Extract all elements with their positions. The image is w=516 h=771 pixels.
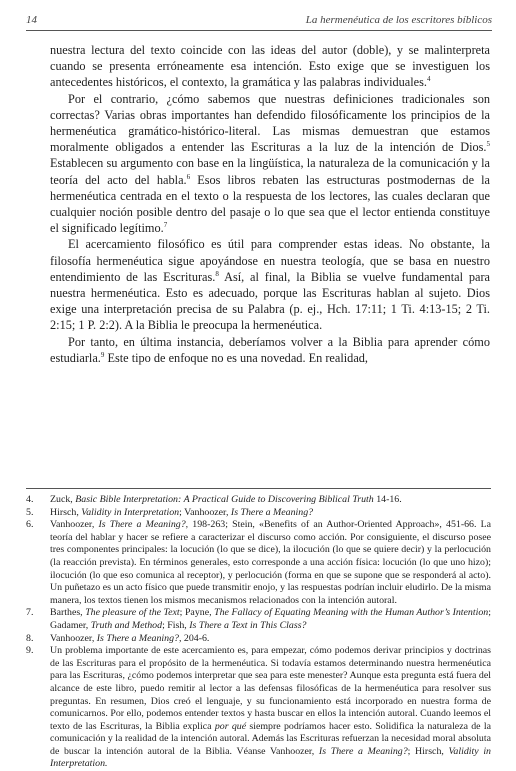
footnote-text-span: 198-263; Stein, «Benefits of an Author-Oriented Approach», 451-66. La teoría del hablar y hacer se refiere a caracterizar el discurso como acción. Por consiguiente, el discurso posee tres componentes principales: la locución (lo que se dice), la ilocución (lo que se quiere decir) y la perlocución (la reacción prevista). En términos generales, esto corresponde a una acción física: locución (lo que uno hizo); ilocución (lo que eso comunica al receptor), y perlocución (forma en que se supone que se responderá al acto). Un puñetazo es un acto físico que puede transmitir enojo, y las respuestas podrían incluir eludirlo. De la misma manera, los textos tienen los mismos mecanismos relacionados con la intención autoral. bbox=[50, 519, 492, 606]
footnote-text-span: 14-16. bbox=[373, 494, 402, 505]
running-title: La hermenéutica de los escritores bíblicos bbox=[305, 14, 492, 26]
running-header bbox=[26, 14, 492, 31]
footnote-text-span: ; Vanhoozer, bbox=[179, 506, 231, 518]
footnote-text-span: Hirsch, bbox=[50, 506, 82, 518]
citation-title: Basic Bible Interpretation: A Practical Guide to Discovering Biblical Truth bbox=[75, 494, 374, 505]
footnote-text-span: Un problema importante de este acercamiento es, para empezar, cómo podemos derivar principios y doctrinas de las Escrituras para el propósito de la hermenéutica. Si todavía estamos determinando nuestra hermenéutica para las Escrituras, ¿cómo podemos interpretar que sea para este menester? Aunque esta pregunta está fuera del alcance de este libro, puedo remitir al lector a las defensas filosóficas de la hermenéutica para resolver sus preguntas. En resumen, Dios creó el lenguaje, y su funcionamiento está incorporado en nuestra forma de comunicarnos. Por ello, podemos entender textos y hasta buscar en ellos la intención autoral. Cuando leemos el texto de las Escrituras, la Biblia explica bbox=[50, 645, 491, 732]
citation-title: por qué bbox=[214, 720, 247, 732]
citation-title: Is There a Meaning?, bbox=[96, 632, 182, 644]
footnote-text bbox=[50, 494, 491, 507]
footnote bbox=[26, 645, 491, 771]
footnote-text-span: ; Fish, bbox=[162, 619, 190, 631]
citation-title: The Fallacy of Equating Meaning with the Human Author’s Intention bbox=[214, 607, 489, 619]
citation-title: Validity in Interpretation bbox=[81, 506, 180, 518]
text-span: Así, al final, la Biblia se vuelve fundamental para nuestra hermenéutica. Esto es adecuado, porque las Escrituras hablan al sujeto. Dios exige una interpretación precisa de su Palabra (p. ej., Hch. 17:11; 1 Ti. 4:13-15; 2 Ti. 2:15; 1 P. 2:2). A la Biblia le preocupa la hermenéutica. bbox=[50, 269, 490, 333]
footnote-number: 9. bbox=[26, 645, 34, 657]
text-span: Por tanto, en última instancia, deberíamos volver a la Biblia para aprender cómo estudiarla. bbox=[50, 334, 490, 365]
citation-title: Is There a Text in This Class? bbox=[189, 619, 307, 631]
footnote-text-span: 204-6. bbox=[181, 632, 210, 644]
footnote bbox=[26, 607, 491, 632]
footnote bbox=[26, 507, 491, 520]
footnote-text bbox=[50, 519, 491, 607]
footnote-text-span: ; Gadamer, bbox=[50, 607, 491, 631]
main-text bbox=[50, 42, 490, 366]
text-span: Establecen su argumento con base en la lingüística, la naturaleza de la comunicación y la teoría del acto del habla. bbox=[50, 156, 490, 187]
footnote-text bbox=[50, 633, 491, 646]
footnote bbox=[26, 633, 491, 646]
footnote-text bbox=[50, 607, 491, 632]
citation-title: Is There a Meaning? bbox=[318, 745, 408, 757]
citation-title: Is There a Meaning? bbox=[230, 506, 314, 518]
footnote-ref: 6 bbox=[186, 172, 191, 181]
footnote-ref: 8 bbox=[215, 269, 219, 278]
footnote bbox=[26, 494, 491, 507]
paragraph bbox=[50, 42, 490, 91]
footnote-ref: 9 bbox=[100, 350, 105, 359]
footnote-divider bbox=[26, 488, 491, 489]
paragraph bbox=[50, 236, 490, 333]
footnote-ref: 4 bbox=[426, 75, 431, 84]
footnote-text-span: siempre podríamos hacer esto. Solidifica la naturaleza de la comunicación y la realidad de la intención autoral. Además las Escrituras refuerzan la necesidad moral absoluta de buscar la intención autoral de la Biblia. Véanse Vanhoozer, bbox=[50, 720, 491, 757]
paragraph bbox=[50, 91, 490, 237]
footnote-text-span: Zuck, bbox=[50, 494, 76, 505]
citation-title: Truth and Method bbox=[90, 619, 163, 631]
footnote-text-span: Barthes, bbox=[50, 607, 86, 619]
footnote-text-span: Vanhoozer, bbox=[50, 519, 99, 531]
text-span: Por el contrario, ¿cómo sabemos que nuestras definiciones tradicionales son correctas? Varias obras importantes han defendido filosóficamente los principios de la hermenéutica gramático-histórico-literal. Las mismas demuestran que estamos moralmente obligados a entender las Escrituras a la luz de la intención de Dios. bbox=[50, 91, 490, 155]
footnote-ref: 5 bbox=[486, 140, 490, 149]
footnote-text-span: ; Hirsch, bbox=[407, 745, 449, 757]
paragraph bbox=[50, 334, 490, 366]
footnotes bbox=[26, 494, 491, 771]
footnote-text-span: Vanhoozer, bbox=[50, 632, 97, 644]
text-span: El acercamiento filosófico es útil para comprender estas ideas. No obstante, la filosofía hermenéutica sigue apoyándose en nuestra teología, que se basa en nuestro entendimiento de las Escrituras. bbox=[50, 237, 490, 284]
page-number: 14 bbox=[26, 14, 37, 26]
footnote bbox=[26, 519, 491, 607]
footnote-number: 6. bbox=[26, 519, 34, 531]
footnote-text-span: ; Payne, bbox=[179, 607, 215, 619]
footnote-text bbox=[50, 507, 491, 520]
footnote-number: 8. bbox=[26, 632, 34, 644]
text-span: Este tipo de enfoque no es una novedad. En realidad, bbox=[107, 350, 368, 365]
footnote-text bbox=[50, 645, 491, 771]
text-span: nuestra lectura del texto coincide con las ideas del autor (doble), y se malinterpreta cuando se presenta erróneamente esa intención. Esto exige que se investiguen los antecedentes históricos, el contexto, la gramática y las palabras individuales. bbox=[50, 43, 490, 90]
text-span: Esos libros rebaten las estructuras postmodernas de la hermenéutica centrada en el texto o la respuesta de los lectores, las cuales declaran que cualquier noción posible dentro del pasaje o lo que sea que el lector entienda constituye el significado legítimo. bbox=[50, 172, 490, 236]
footnote-ref: 7 bbox=[163, 221, 168, 230]
citation-title: Validity in Interpretation. bbox=[50, 745, 491, 770]
citation-title: Is There a Meaning?, bbox=[98, 519, 189, 531]
footnote-number: 5. bbox=[26, 506, 34, 518]
citation-title: The pleasure of the Text bbox=[85, 607, 180, 619]
footnote-number: 4. bbox=[26, 494, 34, 505]
footnote-number: 7. bbox=[26, 607, 34, 619]
